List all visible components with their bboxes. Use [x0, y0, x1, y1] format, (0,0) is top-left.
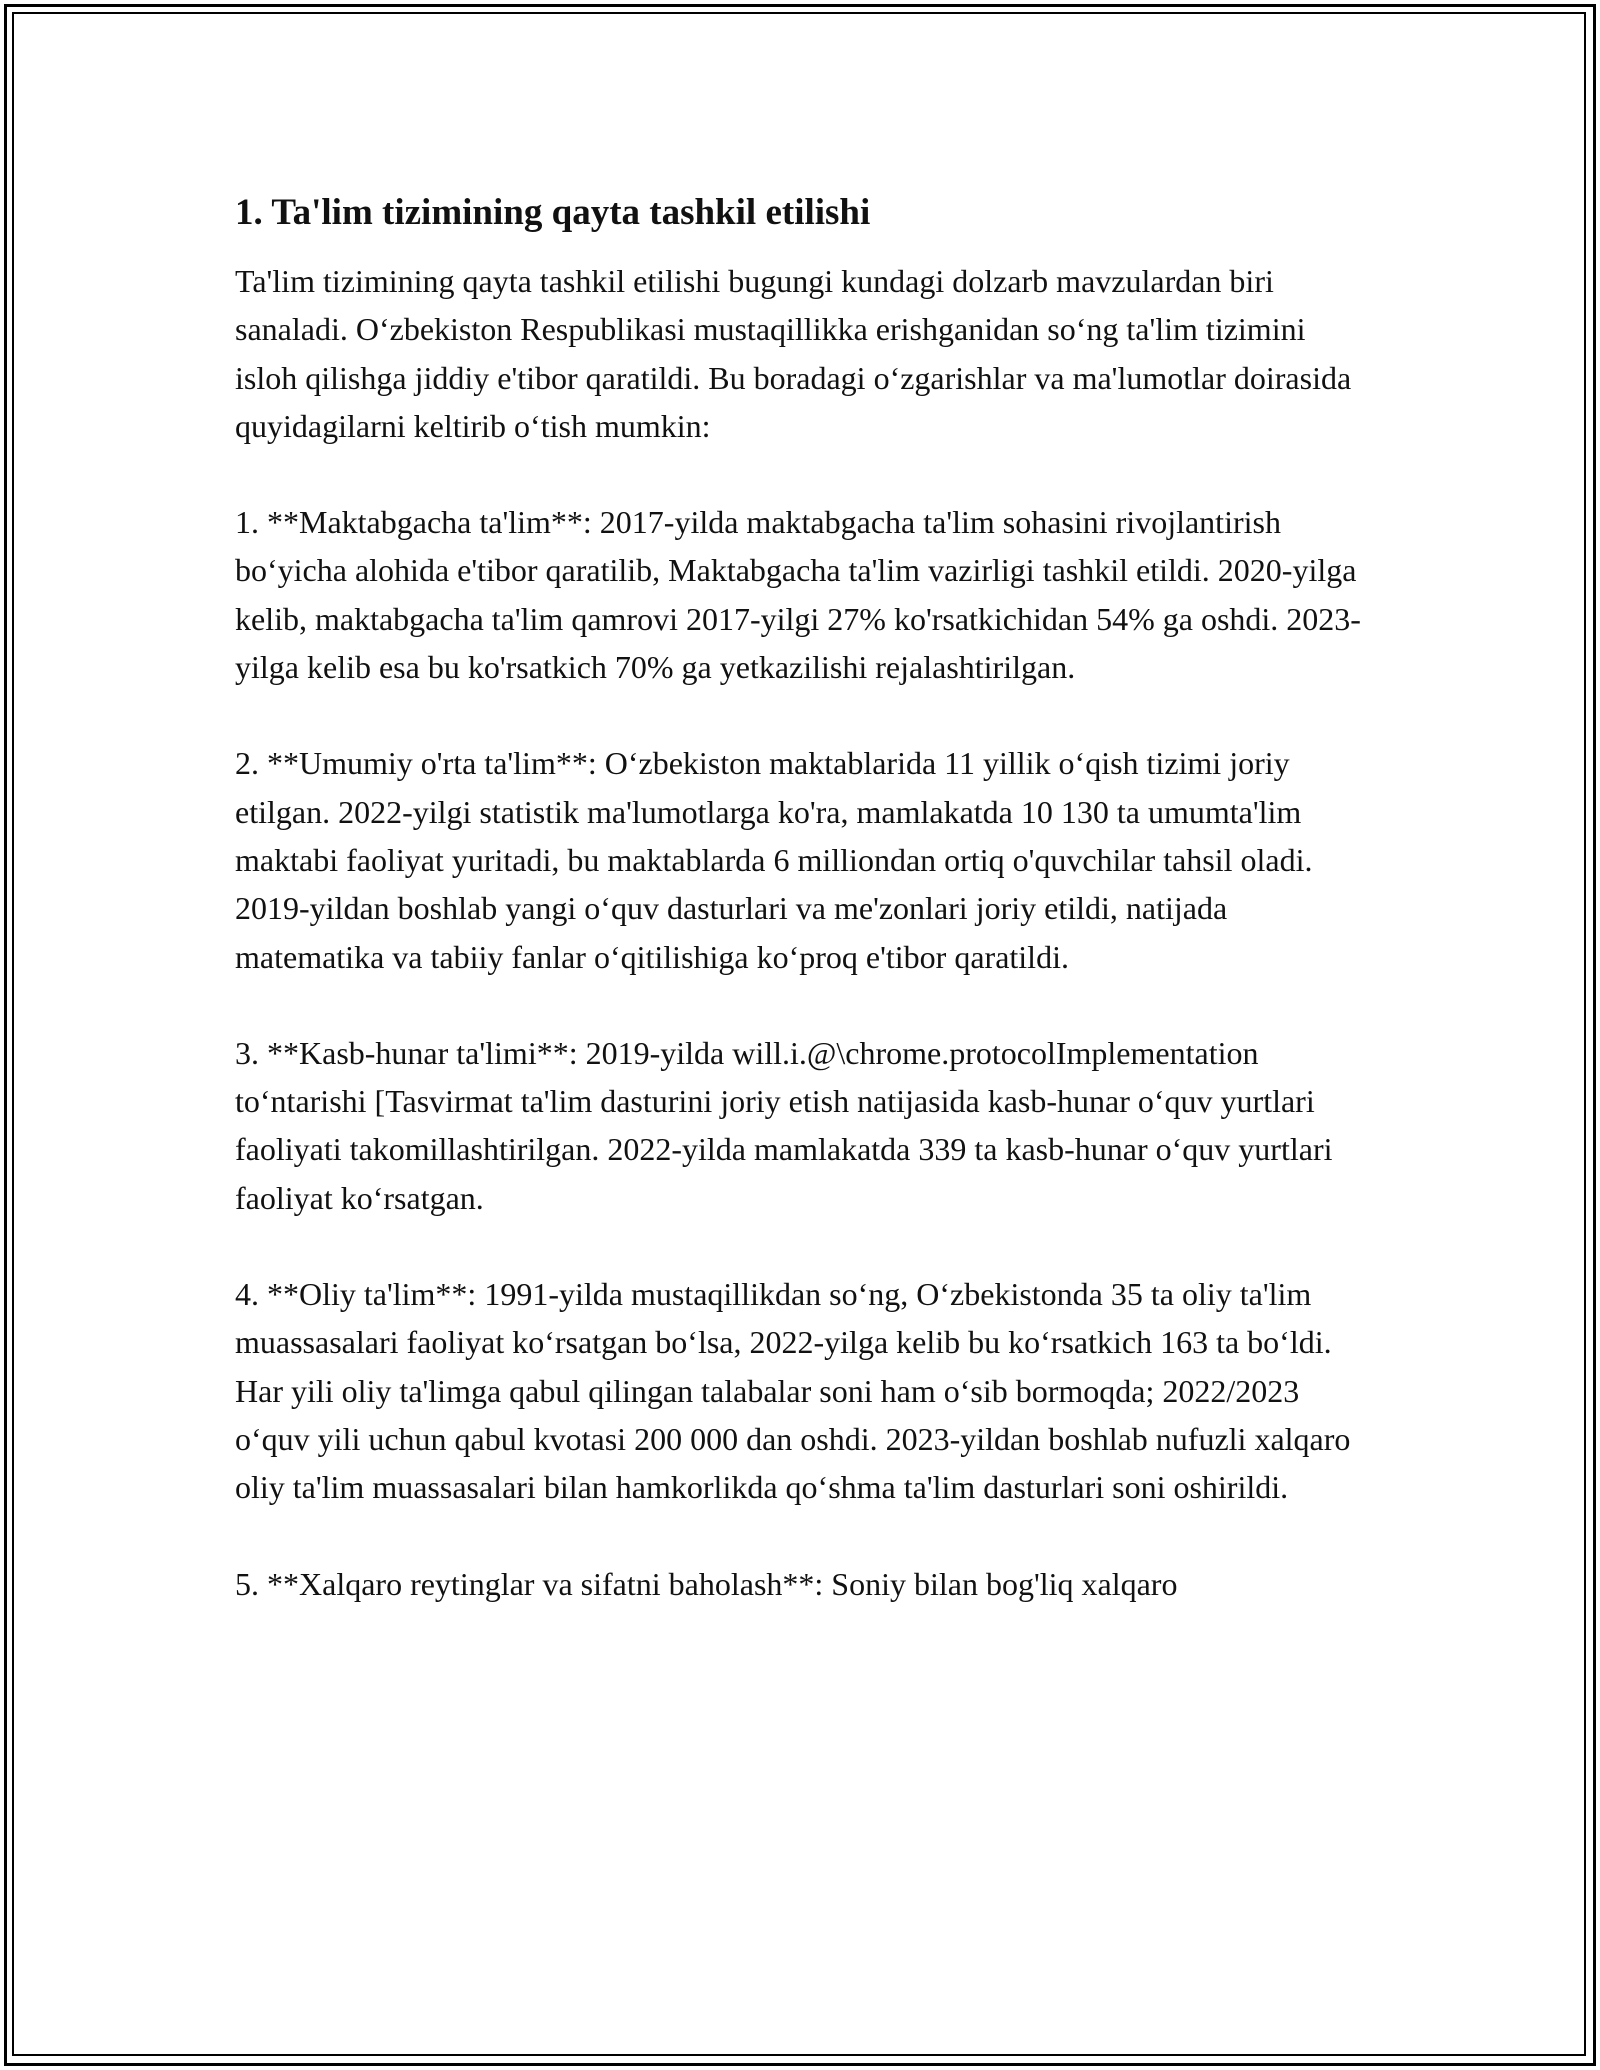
document-title: 1. Ta'lim tizimining qayta tashkil etilishi — [235, 192, 871, 233]
intro-paragraph: Ta'lim tizimining qayta tashkil etilishi bugungi kundagi dolzarb mavzulardan biri sanaladi. O‘zbekiston Respublikasi mustaqillikka erishganidan so‘ng ta'lim tizimini isloh qilishga jiddiy e'tibor qaratildi. Bu boradagi o‘zgarishlar va ma'lumotlar doirasida quyidagilarni keltirib o‘tish mumkin: — [235, 263, 1352, 444]
secondary-education-paragraph: 2. **Umumiy o'rta ta'lim**: O‘zbekiston maktablarida 11 yillik o‘qish tizimi joriy etilgan. 2022-yilgi statistik ma'lumotlarga ko'ra, mamlakatda 10 130 ta umumta'lim maktabi faoliyat yuritadi, bu maktablarda 6 milliondan ortiq o'quvchilar tahsil oladi. 2019-yildan boshlab yangi o‘quv dasturlari va me'zonlari joriy etildi, natijada matematika va tabiiy fanlar o‘qitilishiga ko‘proq e'tibor qaratildi. — [235, 745, 1313, 975]
higher-education-paragraph: 4. **Oliy ta'lim**: 1991-yilda mustaqillikdan so‘ng, O‘zbekistonda 35 ta oliy ta'lim muassasalari faoliyat ko‘rsatgan bo‘lsa, 2022-yilga kelib bu ko‘rsatkich 163 ta bo‘ldi. Har yili oliy ta'limga qabul qilingan talabalar soni ham o‘sib bormoqda; 2022/2023 o‘quv yili uchun qabul kvotasi 200 000 dan oshdi. 2023-yildan boshlab nufuzli xalqaro oliy ta'lim muassasalari bilan hamkorlikda qo‘shma ta'lim dasturlari soni oshirildi. — [235, 1276, 1351, 1506]
international-ratings-paragraph: 5. **Xalqaro reytinglar va sifatni baholash**: Soniy bilan bog'liq xalqaro — [235, 1565, 1178, 1602]
document-body — [235, 185, 1375, 1656]
vocational-education-paragraph: 3. **Kasb-hunar ta'limi**: 2019-yilda will.i.@\chrome.protocolImplementation to‘ntarishi [Tasvirmat ta'lim dasturini joriy etish natijasida kasb-hunar o‘quv yurtlari faoliyati takomillashtirilgan. 2022-yilda mamlakatda 339 ta kasb-hunar o‘quv yurtlari faoliyat ko‘rsatgan. — [235, 1034, 1333, 1216]
preschool-education-paragraph: 1. **Maktabgacha ta'lim**: 2017-yilda maktabgacha ta'lim sohasini rivojlantirish bo‘yicha alohida e'tibor qaratilib, Maktabgacha ta'lim vazirligi tashkil etildi. 2020-yilga kelib, maktabgacha ta'lim qamrovi 2017-yilgi 27% ko'rsatkichidan 54% ga oshdi. 2023-yilga kelib esa bu ko'rsatkich 70% ga yetkazilishi rejalashtirilgan. — [235, 504, 1361, 686]
